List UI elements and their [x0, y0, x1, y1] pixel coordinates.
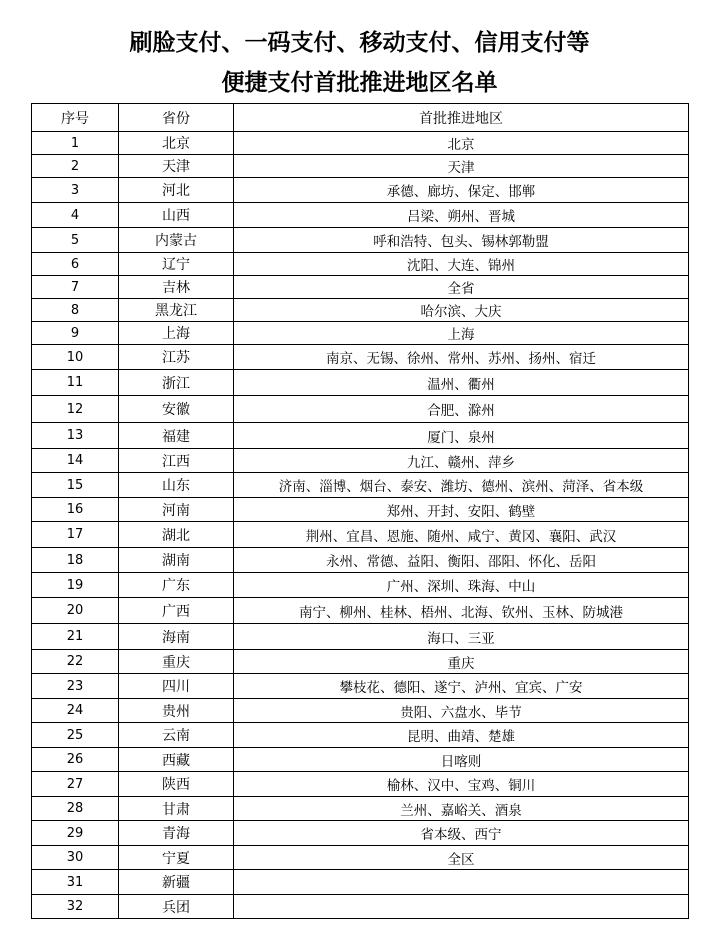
- row-province: 江西: [119, 449, 234, 473]
- row-serial-number: 22: [32, 650, 119, 674]
- table-row: [32, 846, 689, 870]
- table-row: [32, 548, 689, 573]
- header-serial-number: 序号: [32, 104, 119, 132]
- table-row: [32, 423, 689, 449]
- row-province: 山西: [119, 203, 234, 228]
- table-row: [32, 598, 689, 624]
- table-row: [32, 895, 689, 919]
- row-pilot-areas: 郑州、开封、安阳、鹤壁: [234, 498, 689, 522]
- table-row: [32, 674, 689, 699]
- document-title-line-2: 便捷支付首批推进地区名单: [221, 69, 498, 96]
- table-row: [32, 498, 689, 522]
- row-pilot-areas: 厦门、泉州: [234, 423, 689, 449]
- row-pilot-areas: 荆州、宜昌、恩施、随州、咸宁、黄冈、襄阳、武汉: [234, 522, 689, 548]
- row-serial-number: 20: [32, 598, 119, 624]
- row-pilot-areas: 广州、深圳、珠海、中山: [234, 573, 689, 598]
- table-row: [32, 748, 689, 772]
- row-province: 内蒙古: [119, 228, 234, 253]
- table-row: [32, 322, 689, 345]
- row-serial-number: 29: [32, 821, 119, 846]
- row-province: 海南: [119, 624, 234, 650]
- row-serial-number: 10: [32, 345, 119, 370]
- row-province: 河南: [119, 498, 234, 522]
- table-row: [32, 132, 689, 155]
- table-row: [32, 253, 689, 276]
- table-row: [32, 473, 689, 498]
- row-serial-number: 6: [32, 253, 119, 276]
- row-serial-number: 13: [32, 423, 119, 449]
- row-province: 福建: [119, 423, 234, 449]
- row-serial-number: 8: [32, 299, 119, 322]
- table-row: [32, 772, 689, 797]
- row-province: 陕西: [119, 772, 234, 797]
- table-row: [32, 573, 689, 598]
- row-province: 新疆: [119, 870, 234, 895]
- row-pilot-areas: 合肥、滁州: [234, 396, 689, 423]
- table-row: [32, 821, 689, 846]
- row-serial-number: 31: [32, 870, 119, 895]
- row-pilot-areas: 南宁、柳州、桂林、梧州、北海、钦州、玉林、防城港: [234, 598, 689, 624]
- table-row: [32, 624, 689, 650]
- row-serial-number: 23: [32, 674, 119, 699]
- table-row: [32, 228, 689, 253]
- row-pilot-areas: 北京: [234, 132, 689, 155]
- row-serial-number: 19: [32, 573, 119, 598]
- table-row: [32, 522, 689, 548]
- row-serial-number: 9: [32, 322, 119, 345]
- row-province: 广东: [119, 573, 234, 598]
- row-serial-number: 25: [32, 723, 119, 748]
- row-province: 天津: [119, 155, 234, 178]
- row-pilot-areas: 呼和浩特、包头、锡林郭勒盟: [234, 228, 689, 253]
- row-serial-number: 16: [32, 498, 119, 522]
- row-pilot-areas: 全区: [234, 846, 689, 870]
- row-serial-number: 30: [32, 846, 119, 870]
- header-province: 省份: [119, 104, 234, 132]
- table-row: [32, 370, 689, 396]
- row-pilot-areas: 海口、三亚: [234, 624, 689, 650]
- row-province: 云南: [119, 723, 234, 748]
- row-province: 青海: [119, 821, 234, 846]
- row-pilot-areas: 济南、淄博、烟台、泰安、潍坊、德州、滨州、菏泽、省本级: [234, 473, 689, 498]
- table-row: [32, 178, 689, 203]
- row-pilot-areas: 吕梁、朔州、晋城: [234, 203, 689, 228]
- table-row: [32, 299, 689, 322]
- row-serial-number: 2: [32, 155, 119, 178]
- row-pilot-areas: 昆明、曲靖、楚雄: [234, 723, 689, 748]
- row-pilot-areas: 哈尔滨、大庆: [234, 299, 689, 322]
- table-body: [32, 132, 689, 919]
- row-pilot-areas: 沈阳、大连、锦州: [234, 253, 689, 276]
- row-province: 宁夏: [119, 846, 234, 870]
- row-province: 湖南: [119, 548, 234, 573]
- header-pilot-areas: 首批推进地区: [234, 104, 689, 132]
- row-province: 西藏: [119, 748, 234, 772]
- row-province: 广西: [119, 598, 234, 624]
- row-pilot-areas: 承德、廊坊、保定、邯郸: [234, 178, 689, 203]
- row-serial-number: 12: [32, 396, 119, 423]
- row-pilot-areas: 省本级、西宁: [234, 821, 689, 846]
- row-serial-number: 11: [32, 370, 119, 396]
- row-serial-number: 18: [32, 548, 119, 573]
- table-row: [32, 449, 689, 473]
- row-pilot-areas: 攀枝花、德阳、遂宁、泸州、宜宾、广安: [234, 674, 689, 699]
- table-row: [32, 203, 689, 228]
- row-serial-number: 24: [32, 699, 119, 723]
- row-pilot-areas: [234, 895, 689, 919]
- table-row: [32, 650, 689, 674]
- table-row: [32, 870, 689, 895]
- row-serial-number: 32: [32, 895, 119, 919]
- row-serial-number: 26: [32, 748, 119, 772]
- row-province: 甘肃: [119, 797, 234, 821]
- row-pilot-areas: 天津: [234, 155, 689, 178]
- row-province: 四川: [119, 674, 234, 699]
- row-serial-number: 1: [32, 132, 119, 155]
- row-pilot-areas: 上海: [234, 322, 689, 345]
- document-title-line-1: 刷脸支付、一码支付、移动支付、信用支付等: [129, 29, 590, 56]
- row-pilot-areas: 南京、无锡、徐州、常州、苏州、扬州、宿迁: [234, 345, 689, 370]
- row-serial-number: 28: [32, 797, 119, 821]
- table-header-row: [32, 104, 689, 132]
- row-serial-number: 3: [32, 178, 119, 203]
- row-pilot-areas: 九江、赣州、萍乡: [234, 449, 689, 473]
- region-list-table: [31, 103, 689, 919]
- table-row: [32, 155, 689, 178]
- table-row: [32, 345, 689, 370]
- row-pilot-areas: [234, 870, 689, 895]
- row-serial-number: 4: [32, 203, 119, 228]
- row-pilot-areas: 重庆: [234, 650, 689, 674]
- row-pilot-areas: 日喀则: [234, 748, 689, 772]
- row-province: 黑龙江: [119, 299, 234, 322]
- row-province: 安徽: [119, 396, 234, 423]
- row-serial-number: 15: [32, 473, 119, 498]
- row-province: 吉林: [119, 276, 234, 299]
- table-row: [32, 699, 689, 723]
- row-province: 贵州: [119, 699, 234, 723]
- row-pilot-areas: 榆林、汉中、宝鸡、铜川: [234, 772, 689, 797]
- row-province: 湖北: [119, 522, 234, 548]
- row-province: 河北: [119, 178, 234, 203]
- row-province: 重庆: [119, 650, 234, 674]
- row-province: 上海: [119, 322, 234, 345]
- row-province: 江苏: [119, 345, 234, 370]
- row-province: 辽宁: [119, 253, 234, 276]
- row-serial-number: 21: [32, 624, 119, 650]
- row-pilot-areas: 温州、衢州: [234, 370, 689, 396]
- row-serial-number: 27: [32, 772, 119, 797]
- table-row: [32, 396, 689, 423]
- row-province: 山东: [119, 473, 234, 498]
- row-province: 北京: [119, 132, 234, 155]
- table-row: [32, 723, 689, 748]
- row-pilot-areas: 永州、常德、益阳、衡阳、邵阳、怀化、岳阳: [234, 548, 689, 573]
- table-row: [32, 797, 689, 821]
- table-row: [32, 276, 689, 299]
- row-serial-number: 5: [32, 228, 119, 253]
- row-serial-number: 17: [32, 522, 119, 548]
- row-serial-number: 7: [32, 276, 119, 299]
- row-province: 浙江: [119, 370, 234, 396]
- row-pilot-areas: 全省: [234, 276, 689, 299]
- row-province: 兵团: [119, 895, 234, 919]
- row-serial-number: 14: [32, 449, 119, 473]
- row-pilot-areas: 贵阳、六盘水、毕节: [234, 699, 689, 723]
- row-pilot-areas: 兰州、嘉峪关、酒泉: [234, 797, 689, 821]
